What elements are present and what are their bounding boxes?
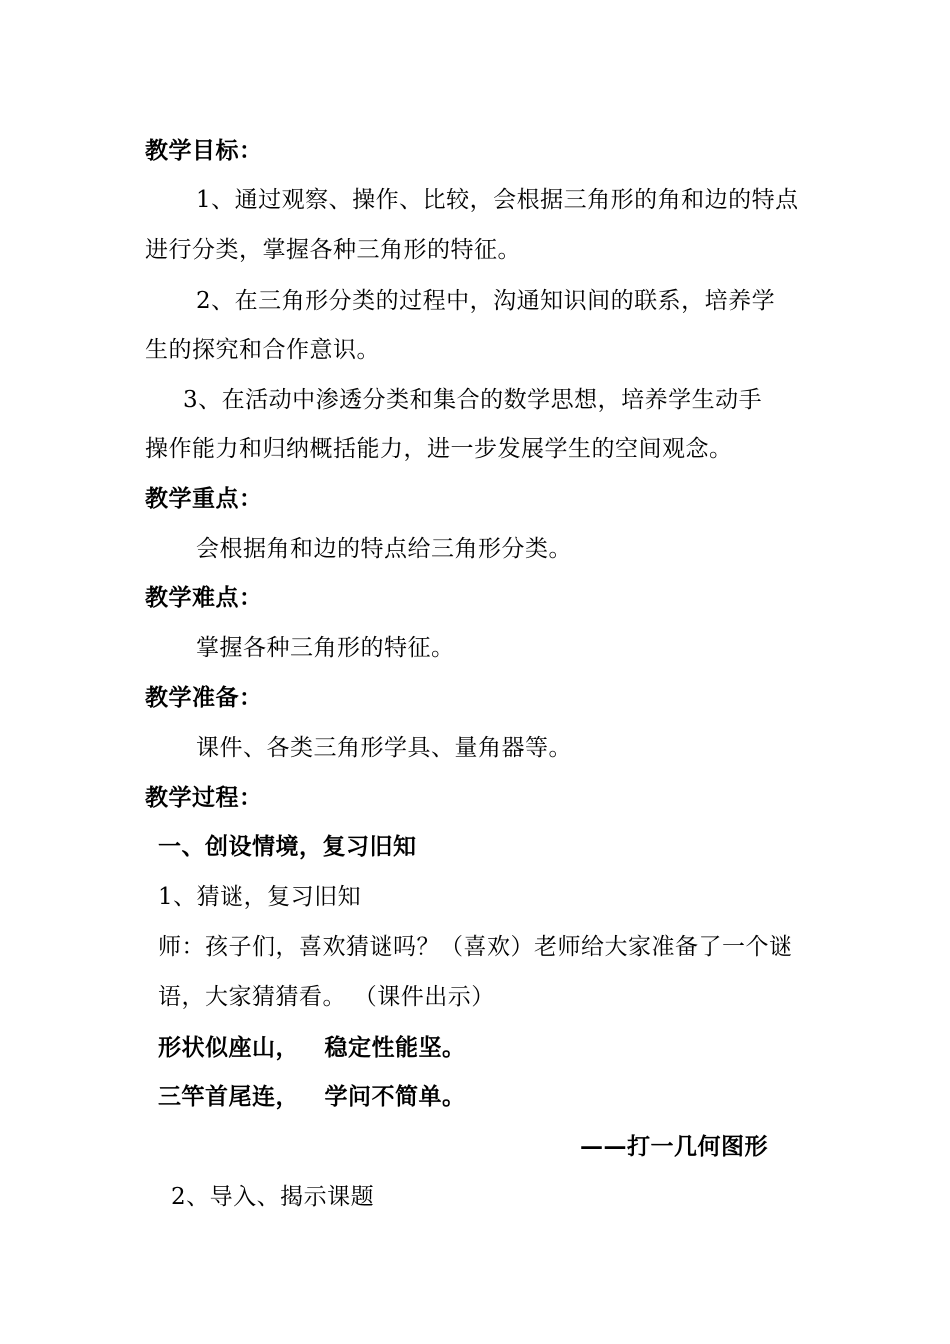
preparation-text: 课件、各类三角形学具、量角器等。: [196, 735, 572, 761]
preparation-heading: 教学准备：: [145, 684, 263, 711]
goals-heading: 教学目标：: [145, 137, 263, 164]
riddle-line-1: 形状似座山， 稳定性能坚。: [158, 1034, 466, 1061]
key-points-text: 会根据角和边的特点给三角形分类。: [196, 536, 572, 562]
step-2-title: 2、导入、揭示课题: [171, 1184, 375, 1210]
goal-3-line-2: 操作能力和归纳概括能力，进一步发展学生的空间观念。: [145, 436, 733, 462]
goal-2-line-2: 生的探究和合作意识。: [145, 337, 380, 363]
process-heading: 教学过程：: [145, 784, 263, 811]
goal-1-line-1: 1、通过观察、操作、比较，会根据三角形的角和边的特点: [196, 187, 799, 213]
teacher-line-2: 语，大家猜猜看。 （课件出示）: [158, 984, 495, 1010]
difficulty-text: 掌握各种三角形的特征。: [196, 635, 455, 661]
section-1-heading: 一、创设情境，复习旧知: [158, 833, 417, 860]
goal-2-line-1: 2、在三角形分类的过程中，沟通知识间的联系，培养学: [196, 288, 776, 314]
riddle-answer: ——打一几何图形: [580, 1133, 768, 1160]
key-points-heading: 教学重点：: [145, 485, 263, 512]
step-1-title: 1、猜谜，复习旧知: [158, 884, 362, 910]
goal-1-line-2: 进行分类，掌握各种三角形的特征。: [145, 237, 521, 263]
goal-3-line-1: 3、在活动中渗透分类和集合的数学思想，培养学生动手: [183, 387, 763, 413]
riddle-line-2: 三竿首尾连， 学问不简单。: [158, 1083, 466, 1110]
difficulty-heading: 教学难点：: [145, 584, 263, 611]
teacher-line-1: 师：孩子们，喜欢猜谜吗？（喜欢）老师给大家准备了一个谜: [158, 934, 793, 960]
